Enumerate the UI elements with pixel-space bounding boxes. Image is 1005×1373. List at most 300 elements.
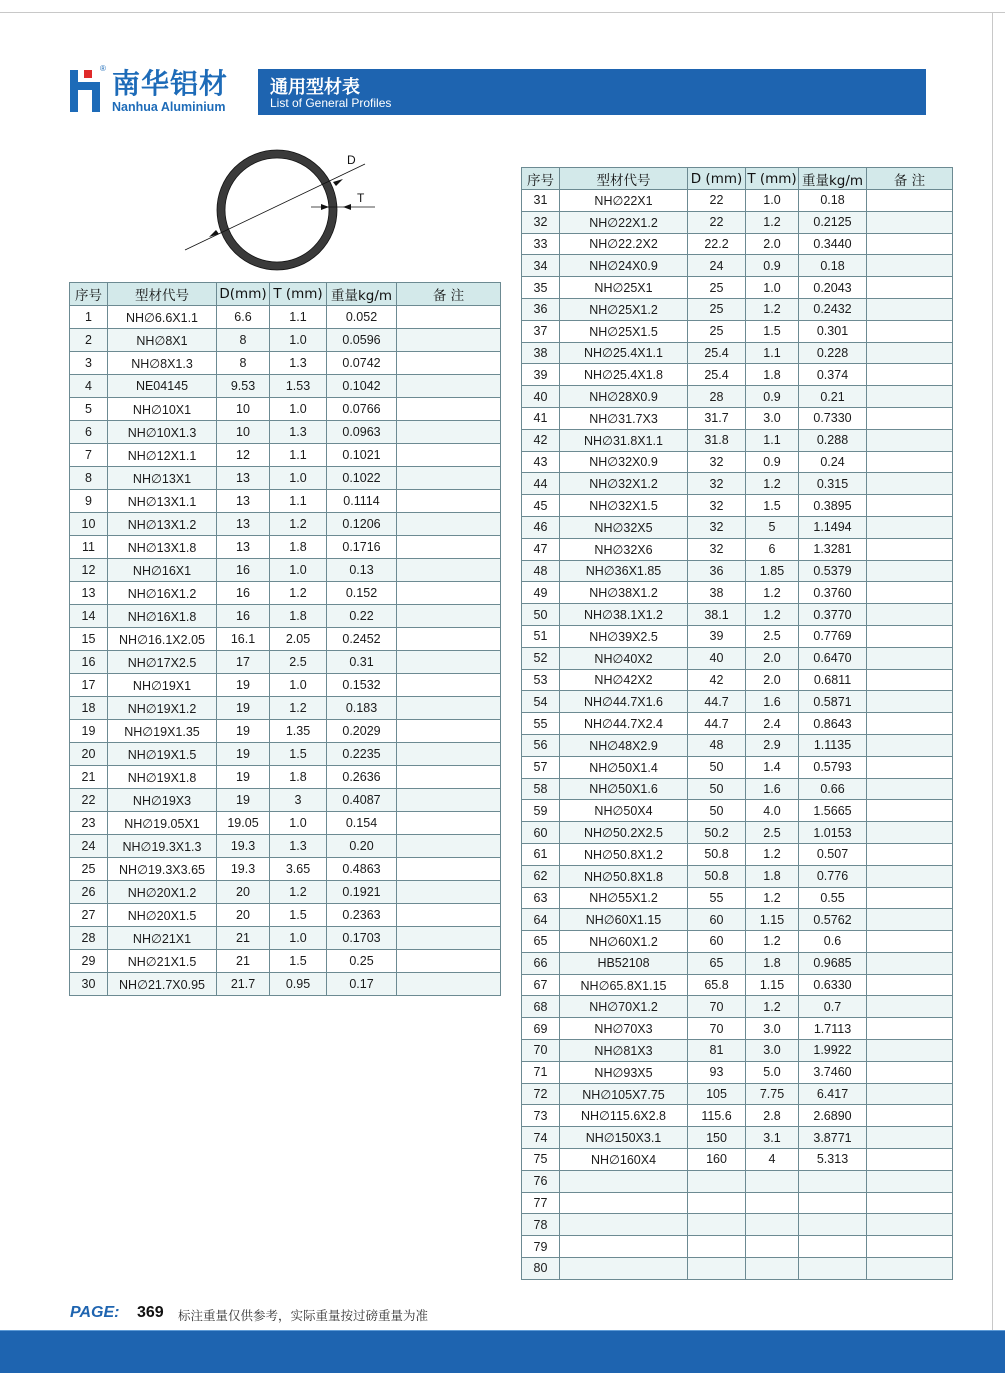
cell-remark [867, 1192, 953, 1214]
cell-index: 60 [522, 822, 560, 844]
cell-index: 26 [70, 881, 108, 904]
cell-weight: 0.3760 [799, 582, 867, 604]
cell-index: 76 [522, 1170, 560, 1192]
cell-profile-code: NH∅25X1.2 [560, 298, 688, 320]
cell-remark [397, 352, 501, 375]
cell-weight: 0.3770 [799, 604, 867, 626]
cell-remark [867, 255, 953, 277]
table-row [522, 1040, 953, 1062]
cell-remark [397, 835, 501, 858]
table-row [522, 582, 953, 604]
cell-weight: 0.288 [799, 429, 867, 451]
cell-remark [397, 927, 501, 950]
cell-thickness: 1.0 [746, 277, 799, 299]
col-header-index: 序号 [70, 283, 108, 306]
cell-diameter: 19 [217, 697, 270, 720]
cell-weight: 0.1042 [327, 375, 397, 398]
cell-diameter: 32 [688, 473, 746, 495]
cell-index: 11 [70, 536, 108, 559]
cell-index: 30 [70, 973, 108, 996]
table-row [522, 516, 953, 538]
cell-thickness: 1.0 [270, 559, 327, 582]
table-body-right [522, 190, 953, 1280]
cell-remark [867, 1127, 953, 1149]
cell-index: 61 [522, 843, 560, 865]
cell-thickness: 1.15 [746, 909, 799, 931]
cell-profile-code: NH∅20X1.2 [108, 881, 217, 904]
cell-diameter: 17 [217, 651, 270, 674]
cell-profile-code: NH∅10X1 [108, 398, 217, 421]
cell-remark [397, 674, 501, 697]
cell-remark [397, 329, 501, 352]
tube-outer-ring [221, 154, 333, 266]
cell-remark [867, 386, 953, 408]
cell-diameter: 16 [217, 559, 270, 582]
cell-remark [397, 766, 501, 789]
cell-index: 49 [522, 582, 560, 604]
cell-diameter [688, 1170, 746, 1192]
cell-profile-code: NH∅44.7X2.4 [560, 713, 688, 735]
table-row [522, 451, 953, 473]
cell-profile-code: NH∅40X2 [560, 647, 688, 669]
diagram-label-d: D [347, 153, 356, 167]
cell-profile-code: NH∅16.1X2.05 [108, 628, 217, 651]
cell-remark [867, 1149, 953, 1171]
cell-profile-code: NH∅25X1 [560, 277, 688, 299]
cell-diameter: 60 [688, 909, 746, 931]
cell-weight: 0.4087 [327, 789, 397, 812]
cell-thickness: 2.4 [746, 713, 799, 735]
cell-profile-code: NH∅38X1.2 [560, 582, 688, 604]
cell-index: 73 [522, 1105, 560, 1127]
cell-diameter: 150 [688, 1127, 746, 1149]
cell-index: 41 [522, 407, 560, 429]
cell-thickness: 0.9 [746, 386, 799, 408]
cell-thickness: 2.0 [746, 669, 799, 691]
cell-remark [397, 858, 501, 881]
cell-diameter: 19 [217, 720, 270, 743]
cell-remark [867, 625, 953, 647]
cell-weight: 0.25 [327, 950, 397, 973]
cell-thickness: 1.0 [270, 812, 327, 835]
cell-thickness: 1.0 [270, 674, 327, 697]
cell-index: 2 [70, 329, 108, 352]
table-row [70, 329, 501, 352]
cell-diameter: 13 [217, 513, 270, 536]
cell-profile-code: NH∅22X1 [560, 190, 688, 212]
cell-diameter: 115.6 [688, 1105, 746, 1127]
cell-weight: 0.2636 [327, 766, 397, 789]
cell-weight: 0.1921 [327, 881, 397, 904]
cell-diameter: 13 [217, 536, 270, 559]
cell-remark [867, 473, 953, 495]
cell-diameter: 50 [688, 800, 746, 822]
cell-profile-code: NH∅105X7.75 [560, 1083, 688, 1105]
cell-profile-code: NH∅50X1.4 [560, 756, 688, 778]
cell-diameter [688, 1214, 746, 1236]
cell-diameter: 48 [688, 734, 746, 756]
cell-diameter: 105 [688, 1083, 746, 1105]
cell-diameter: 9.53 [217, 375, 270, 398]
cell-weight: 0.2125 [799, 211, 867, 233]
cell-index: 77 [522, 1192, 560, 1214]
footer-bar [0, 1331, 1005, 1373]
table-row [522, 211, 953, 233]
cell-index: 55 [522, 713, 560, 735]
cell-remark [397, 444, 501, 467]
cell-profile-code: NH∅25.4X1.1 [560, 342, 688, 364]
cell-weight [799, 1258, 867, 1280]
cell-weight: 0.7 [799, 996, 867, 1018]
cell-thickness: 1.5 [746, 495, 799, 517]
cell-diameter: 60 [688, 931, 746, 953]
crop-line-right [992, 12, 993, 1337]
cell-index: 13 [70, 582, 108, 605]
cell-profile-code: NH∅32X1.5 [560, 495, 688, 517]
cell-weight: 0.6 [799, 931, 867, 953]
cell-thickness: 1.2 [270, 697, 327, 720]
cell-index: 75 [522, 1149, 560, 1171]
cell-diameter [688, 1192, 746, 1214]
cell-weight: 0.3440 [799, 233, 867, 255]
table-row [522, 560, 953, 582]
cell-remark [867, 211, 953, 233]
table-row [70, 398, 501, 421]
cell-profile-code [560, 1170, 688, 1192]
cell-remark [867, 1105, 953, 1127]
cell-profile-code: NH∅25X1.5 [560, 320, 688, 342]
cell-thickness: 1.3 [270, 352, 327, 375]
table-row [70, 858, 501, 881]
cell-thickness: 1.0 [270, 927, 327, 950]
cell-profile-code: NH∅48X2.9 [560, 734, 688, 756]
col-header-d: D(mm) [217, 283, 270, 306]
cell-weight: 0.2043 [799, 277, 867, 299]
cell-thickness: 1.2 [270, 881, 327, 904]
cell-profile-code: NH∅19.3X1.3 [108, 835, 217, 858]
cell-index: 21 [70, 766, 108, 789]
cell-diameter: 10 [217, 398, 270, 421]
cell-weight: 0.228 [799, 342, 867, 364]
cell-weight: 0.315 [799, 473, 867, 495]
cell-profile-code: NE04145 [108, 375, 217, 398]
cell-thickness: 2.0 [746, 233, 799, 255]
cell-thickness: 1.6 [746, 778, 799, 800]
cell-index: 63 [522, 887, 560, 909]
cell-diameter: 32 [688, 516, 746, 538]
table-row [522, 233, 953, 255]
cell-index: 71 [522, 1061, 560, 1083]
cell-index: 31 [522, 190, 560, 212]
cell-thickness: 1.8 [746, 952, 799, 974]
cell-index: 25 [70, 858, 108, 881]
cell-diameter: 36 [688, 560, 746, 582]
table-row [70, 513, 501, 536]
cell-thickness: 2.5 [746, 625, 799, 647]
table-row [522, 320, 953, 342]
cell-index: 1 [70, 306, 108, 329]
cell-weight: 0.18 [799, 255, 867, 277]
cell-weight: 1.0153 [799, 822, 867, 844]
cell-index: 17 [70, 674, 108, 697]
cell-diameter: 38 [688, 582, 746, 604]
cell-index: 65 [522, 931, 560, 953]
table-header-row [522, 168, 953, 190]
cell-weight: 0.1021 [327, 444, 397, 467]
col-header-t: T (mm) [746, 168, 799, 190]
table-row [70, 743, 501, 766]
cell-index: 70 [522, 1040, 560, 1062]
cell-profile-code [560, 1214, 688, 1236]
cell-remark [867, 538, 953, 560]
cell-diameter: 22 [688, 211, 746, 233]
cell-diameter: 21.7 [217, 973, 270, 996]
table-row [522, 1083, 953, 1105]
cell-profile-code: NH∅20X1.5 [108, 904, 217, 927]
table-row [522, 495, 953, 517]
table-row [70, 421, 501, 444]
col-header-remark: 备 注 [397, 283, 501, 306]
cell-profile-code: NH∅12X1.1 [108, 444, 217, 467]
cell-index: 20 [70, 743, 108, 766]
table-row [522, 843, 953, 865]
nanhua-logo-icon [70, 70, 106, 112]
cell-index: 44 [522, 473, 560, 495]
cell-diameter: 25.4 [688, 342, 746, 364]
col-header-index: 序号 [522, 168, 560, 190]
cell-profile-code [560, 1192, 688, 1214]
cell-remark [867, 952, 953, 974]
cell-index: 62 [522, 865, 560, 887]
cell-weight: 0.3895 [799, 495, 867, 517]
cell-diameter: 65 [688, 952, 746, 974]
cell-diameter: 16 [217, 605, 270, 628]
cell-weight: 0.18 [799, 190, 867, 212]
cell-index: 50 [522, 604, 560, 626]
cell-diameter: 21 [217, 950, 270, 973]
cell-profile-code: NH∅24X0.9 [560, 255, 688, 277]
cell-index: 9 [70, 490, 108, 513]
cell-diameter: 19.3 [217, 835, 270, 858]
table-row [522, 952, 953, 974]
table-row [70, 444, 501, 467]
table-row [522, 1214, 953, 1236]
cell-index: 18 [70, 697, 108, 720]
cell-index: 28 [70, 927, 108, 950]
cell-remark [397, 398, 501, 421]
cell-remark [867, 298, 953, 320]
cell-weight: 0.0596 [327, 329, 397, 352]
cell-profile-code: NH∅25.4X1.8 [560, 364, 688, 386]
cell-weight: 0.21 [799, 386, 867, 408]
cell-remark [867, 407, 953, 429]
cell-index: 43 [522, 451, 560, 473]
table-row [522, 429, 953, 451]
cell-index: 6 [70, 421, 108, 444]
table-row [522, 1258, 953, 1280]
cell-profile-code: NH∅50.2X2.5 [560, 822, 688, 844]
cell-remark [397, 559, 501, 582]
page-title-en: List of General Profiles [270, 96, 392, 110]
cell-thickness: 3.0 [746, 1018, 799, 1040]
cell-thickness: 0.95 [270, 973, 327, 996]
cell-remark [397, 950, 501, 973]
cell-diameter: 25 [688, 298, 746, 320]
cell-index: 64 [522, 909, 560, 931]
cell-remark [867, 669, 953, 691]
col-header-code: 型材代号 [560, 168, 688, 190]
brand-logo [70, 64, 250, 116]
cell-diameter: 31.8 [688, 429, 746, 451]
cell-thickness: 0.9 [746, 451, 799, 473]
cell-diameter: 22 [688, 190, 746, 212]
cell-remark [397, 789, 501, 812]
cell-thickness: 1.5 [270, 950, 327, 973]
cell-diameter [688, 1236, 746, 1258]
table-row [522, 298, 953, 320]
cell-diameter: 38.1 [688, 604, 746, 626]
cell-profile-code: NH∅32X5 [560, 516, 688, 538]
cell-remark [867, 996, 953, 1018]
table-row [522, 625, 953, 647]
cell-weight: 1.7113 [799, 1018, 867, 1040]
cell-weight: 0.0742 [327, 352, 397, 375]
cell-remark [867, 277, 953, 299]
cell-weight [799, 1214, 867, 1236]
table-row [70, 881, 501, 904]
cell-remark [867, 342, 953, 364]
cell-index: 32 [522, 211, 560, 233]
cell-weight: 0.5762 [799, 909, 867, 931]
cell-profile-code: NH∅31.7X3 [560, 407, 688, 429]
cell-profile-code: NH∅19.05X1 [108, 812, 217, 835]
brand-name-en: Nanhua Aluminium [112, 100, 226, 114]
table-row [522, 669, 953, 691]
cell-remark [867, 713, 953, 735]
cell-thickness: 6 [746, 538, 799, 560]
cell-index: 48 [522, 560, 560, 582]
cell-profile-code: HB52108 [560, 952, 688, 974]
cell-thickness: 1.8 [270, 766, 327, 789]
cell-index: 67 [522, 974, 560, 996]
cell-diameter: 70 [688, 1018, 746, 1040]
cell-weight: 0.152 [327, 582, 397, 605]
cell-diameter: 44.7 [688, 691, 746, 713]
cell-remark [867, 320, 953, 342]
table-row [70, 559, 501, 582]
cell-profile-code: NH∅8X1 [108, 329, 217, 352]
cell-index: 69 [522, 1018, 560, 1040]
table-row [70, 720, 501, 743]
cell-weight: 0.507 [799, 843, 867, 865]
cell-thickness: 1.5 [270, 904, 327, 927]
cell-index: 33 [522, 233, 560, 255]
cell-remark [867, 1258, 953, 1280]
table-row [522, 1061, 953, 1083]
cell-weight: 0.13 [327, 559, 397, 582]
cell-thickness: 1.2 [746, 843, 799, 865]
cell-index: 22 [70, 789, 108, 812]
cell-index: 40 [522, 386, 560, 408]
cell-thickness: 7.75 [746, 1083, 799, 1105]
cell-weight: 5.313 [799, 1149, 867, 1171]
cell-thickness [746, 1192, 799, 1214]
cell-index: 79 [522, 1236, 560, 1258]
cell-thickness: 2.0 [746, 647, 799, 669]
brand-name-cn: 南华铝材 [112, 67, 229, 100]
cell-thickness: 1.1 [270, 444, 327, 467]
cell-weight: 1.5665 [799, 800, 867, 822]
cell-weight: 0.052 [327, 306, 397, 329]
cell-index: 52 [522, 647, 560, 669]
cell-diameter: 19 [217, 743, 270, 766]
cell-weight: 0.20 [327, 835, 397, 858]
cell-profile-code: NH∅31.8X1.1 [560, 429, 688, 451]
cell-weight: 1.1135 [799, 734, 867, 756]
table-row [70, 766, 501, 789]
cell-index: 16 [70, 651, 108, 674]
cell-diameter: 19 [217, 766, 270, 789]
cell-diameter: 24 [688, 255, 746, 277]
table-row [70, 697, 501, 720]
cell-weight: 0.154 [327, 812, 397, 835]
cell-profile-code: NH∅19X1.2 [108, 697, 217, 720]
cell-profile-code: NH∅50.8X1.8 [560, 865, 688, 887]
cell-thickness: 0.9 [746, 255, 799, 277]
cell-diameter: 20 [217, 881, 270, 904]
cell-remark [867, 756, 953, 778]
cell-thickness: 1.4 [746, 756, 799, 778]
cell-weight: 0.31 [327, 651, 397, 674]
cell-remark [397, 582, 501, 605]
cell-index: 57 [522, 756, 560, 778]
cell-remark [867, 582, 953, 604]
cell-thickness: 1.8 [746, 865, 799, 887]
cell-remark [397, 881, 501, 904]
col-header-d: D (mm) [688, 168, 746, 190]
table-row [70, 927, 501, 950]
cell-remark [867, 778, 953, 800]
footer-weight-note: 标注重量仅供参考，实际重量按过磅重量为准 [178, 1308, 429, 1323]
cell-remark [867, 865, 953, 887]
cell-thickness: 3.0 [746, 1040, 799, 1062]
cell-remark [397, 904, 501, 927]
cell-weight: 0.1114 [327, 490, 397, 513]
cell-diameter: 13 [217, 490, 270, 513]
col-header-t: T (mm) [270, 283, 327, 306]
cell-weight: 0.1022 [327, 467, 397, 490]
cell-thickness [746, 1236, 799, 1258]
cell-profile-code: NH∅38.1X1.2 [560, 604, 688, 626]
cell-profile-code: NH∅81X3 [560, 1040, 688, 1062]
table-row [522, 996, 953, 1018]
cell-thickness: 3.0 [746, 407, 799, 429]
cell-diameter: 39 [688, 625, 746, 647]
cell-remark [397, 306, 501, 329]
cell-weight: 0.55 [799, 887, 867, 909]
cell-remark [867, 364, 953, 386]
cell-index: 36 [522, 298, 560, 320]
cell-remark [867, 495, 953, 517]
cell-index: 46 [522, 516, 560, 538]
cell-remark [867, 190, 953, 212]
table-row [70, 904, 501, 927]
cell-profile-code: NH∅39X2.5 [560, 625, 688, 647]
table-row [522, 1236, 953, 1258]
table-body-left [70, 306, 501, 996]
cell-index: 72 [522, 1083, 560, 1105]
table-row [522, 1170, 953, 1192]
